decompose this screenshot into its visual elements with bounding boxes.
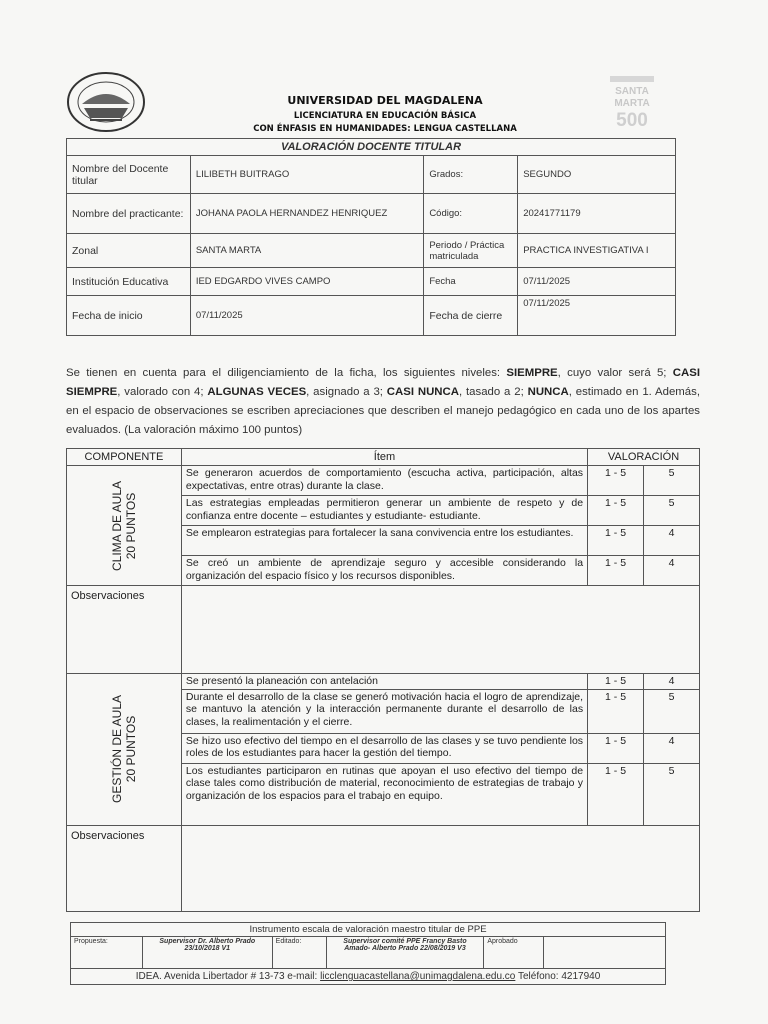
periodo-value: PRACTICA INVESTIGATIVA I bbox=[518, 234, 676, 268]
level-algunas-veces: ALGUNAS VECES bbox=[207, 386, 307, 398]
gestion-component bbox=[67, 674, 182, 826]
fecha-value: 07/11/2025 bbox=[518, 268, 676, 296]
clima-item-3: Se emplearon estrategias para fortalecer la sana convivencia entre los estudiantes. bbox=[181, 526, 587, 556]
editado-value: Supervisor comité PPE Francy Basto Amado- Alberto Prado 22/08/2019 V3 bbox=[343, 938, 467, 952]
footer-phone: Teléfono: 4217940 bbox=[515, 971, 601, 982]
grados-label: Grados: bbox=[424, 156, 518, 194]
gestion-range-3: 1 - 5 bbox=[588, 733, 644, 763]
gestion-range-1: 1 - 5 bbox=[588, 674, 644, 690]
gestion-range-2: 1 - 5 bbox=[588, 689, 644, 733]
instructions-paragraph bbox=[66, 364, 700, 440]
level-casi-siempre: CASI SIEMPRE bbox=[66, 367, 700, 398]
gestion-item-2: Durante el desarrollo de la clase se generó motivación hacia el logro de aprendizaje, se mantuvo la atención y la interacción permanente durante el desarrollo de las clases, la realimentación y el cierre. bbox=[181, 689, 587, 733]
evaluation-table bbox=[66, 448, 700, 912]
gestion-observaciones-box[interactable] bbox=[181, 825, 699, 911]
santa-marta-500-logo bbox=[604, 72, 660, 130]
zonal-label: Zonal bbox=[67, 234, 191, 268]
col-componente: COMPONENTE bbox=[67, 449, 182, 466]
inicio-value: 07/11/2025 bbox=[190, 296, 424, 336]
gestion-value-3: 4 bbox=[644, 733, 700, 763]
university-logo bbox=[64, 70, 148, 134]
instr-text-4: , asignado a 3; bbox=[306, 386, 387, 398]
docente-value: LILIBETH BUITRAGO bbox=[190, 156, 424, 194]
cierre-value: 07/11/2025 bbox=[518, 296, 676, 336]
clima-value-3: 4 bbox=[644, 526, 700, 556]
clima-name: CLIMA DE AULA bbox=[109, 480, 124, 571]
footer-email-link[interactable]: licclenguacastellana@unimagdalena.edu.co bbox=[320, 971, 516, 982]
zonal-value: SANTA MARTA bbox=[190, 234, 424, 268]
program-name: LICENCIATURA EN EDUCACIÓN BÁSICA bbox=[293, 111, 477, 121]
form-title: VALORACIÓN DOCENTE TITULAR bbox=[67, 139, 676, 156]
clima-value-2: 5 bbox=[644, 496, 700, 526]
gestion-value-2: 5 bbox=[644, 689, 700, 733]
clima-item-1: Se generaron acuerdos de comportamiento (escucha activa, participación, altas expectativas, entre otras) durante la clase. bbox=[181, 466, 587, 496]
program-emphasis: CON ÉNFASIS EN HUMANIDADES: LENGUA CASTELLANA bbox=[253, 124, 517, 134]
footer-contact bbox=[71, 969, 666, 985]
clima-range-3: 1 - 5 bbox=[588, 526, 644, 556]
clima-range-2: 1 - 5 bbox=[588, 496, 644, 526]
codigo-label: Código: bbox=[424, 194, 518, 234]
codigo-value: 20241771179 bbox=[518, 194, 676, 234]
institucion-label: Institución Educativa bbox=[67, 268, 191, 296]
gestion-range-4: 1 - 5 bbox=[588, 763, 644, 825]
level-siempre: SIEMPRE bbox=[506, 367, 558, 379]
periodo-label: Periodo / Práctica matriculada bbox=[424, 234, 518, 268]
university-name: UNIVERSIDAD DEL MAGDALENA bbox=[287, 94, 483, 107]
practicante-value: JOHANA PAOLA HERNANDEZ HENRIQUEZ bbox=[190, 194, 424, 234]
footer-table bbox=[70, 922, 666, 985]
inicio-label: Fecha de inicio bbox=[67, 296, 191, 336]
footer-address: IDEA. Avenida Libertador # 13-73 e-mail: bbox=[135, 971, 321, 982]
col-item: Ítem bbox=[181, 449, 587, 466]
svg-text:MARTA: MARTA bbox=[614, 98, 650, 109]
instr-text-6: , estimado en 1. Además, en el espacio de observaciones se escriben apreciaciones que describen el manejo pedagógico en cada uno de los apartes evaluados. (La valoración máximo 100 puntos) bbox=[66, 386, 700, 436]
gestion-points: 20 PUNTOS bbox=[123, 716, 138, 783]
instr-text-3: , valorado con 4; bbox=[117, 386, 208, 398]
col-valoracion: VALORACIÓN bbox=[588, 449, 700, 466]
practicante-label: Nombre del practicante: bbox=[67, 194, 191, 234]
clima-range-1: 1 - 5 bbox=[588, 466, 644, 496]
clima-value-4: 4 bbox=[644, 556, 700, 586]
fecha-label: Fecha bbox=[424, 268, 518, 296]
instr-text-5: , tasado a 2; bbox=[459, 386, 528, 398]
svg-text:500: 500 bbox=[616, 110, 648, 130]
aprobado-label: Aprobado bbox=[484, 937, 544, 969]
gestion-observaciones-label: Observaciones bbox=[67, 825, 182, 911]
clima-item-2: Las estrategias empleadas permitieron generar un ambiente de respeto y de confianza entre docente – estudiantes y estudiante- estudiante. bbox=[181, 496, 587, 526]
clima-points: 20 PUNTOS bbox=[123, 492, 138, 559]
clima-item-4: Se creó un ambiente de aprendizaje seguro y accesible considerando la organización del espacio físico y los recursos disponibles. bbox=[181, 556, 587, 586]
clima-component bbox=[67, 466, 182, 586]
teacher-info-table bbox=[66, 138, 676, 336]
editado-label: Editado: bbox=[272, 937, 326, 969]
clima-observaciones-box[interactable] bbox=[181, 586, 699, 674]
aprobado-value bbox=[544, 937, 666, 969]
propuesta-value: Supervisor Dr. Alberto Prado 23/10/2018 V1 bbox=[159, 938, 256, 952]
gestion-item-4: Los estudiantes participaron en rutinas que apoyan el uso efectivo del tiempo de clase tales como distribución de material, reconocimiento de estrategias de trabajo y organización de los espacios para el trabajo en equipo. bbox=[181, 763, 587, 825]
svg-text:SANTA: SANTA bbox=[615, 86, 649, 97]
gestion-name: GESTIÓN DE AULA bbox=[109, 695, 124, 804]
gestion-value-1: 4 bbox=[644, 674, 700, 690]
institucion-value: IED EDGARDO VIVES CAMPO bbox=[190, 268, 424, 296]
clima-range-4: 1 - 5 bbox=[588, 556, 644, 586]
docente-label: Nombre del Docente titular bbox=[67, 156, 191, 194]
clima-value-1: 5 bbox=[644, 466, 700, 496]
gestion-item-3: Se hizo uso efectivo del tiempo en el desarrollo de las clases y se tuvo pendiente los roles de los estudiantes para hacer la gestión del tiempo. bbox=[181, 733, 587, 763]
instr-text-2: , cuyo valor será 5; bbox=[557, 367, 673, 379]
grados-value: SEGUNDO bbox=[518, 156, 676, 194]
level-nunca: NUNCA bbox=[527, 386, 569, 398]
instr-text-1: Se tienen en cuenta para el diligenciamiento de la ficha, los siguientes niveles: bbox=[66, 367, 507, 379]
footer-title: Instrumento escala de valoración maestro titular de PPE bbox=[71, 923, 666, 937]
clima-observaciones-label: Observaciones bbox=[67, 586, 182, 674]
propuesta-label: Propuesta: bbox=[71, 937, 143, 969]
gestion-item-1: Se presentó la planeación con antelación bbox=[181, 674, 587, 690]
gestion-value-4: 5 bbox=[644, 763, 700, 825]
cierre-label: Fecha de cierre bbox=[424, 296, 518, 336]
level-casi-nunca: CASI NUNCA bbox=[386, 386, 459, 398]
